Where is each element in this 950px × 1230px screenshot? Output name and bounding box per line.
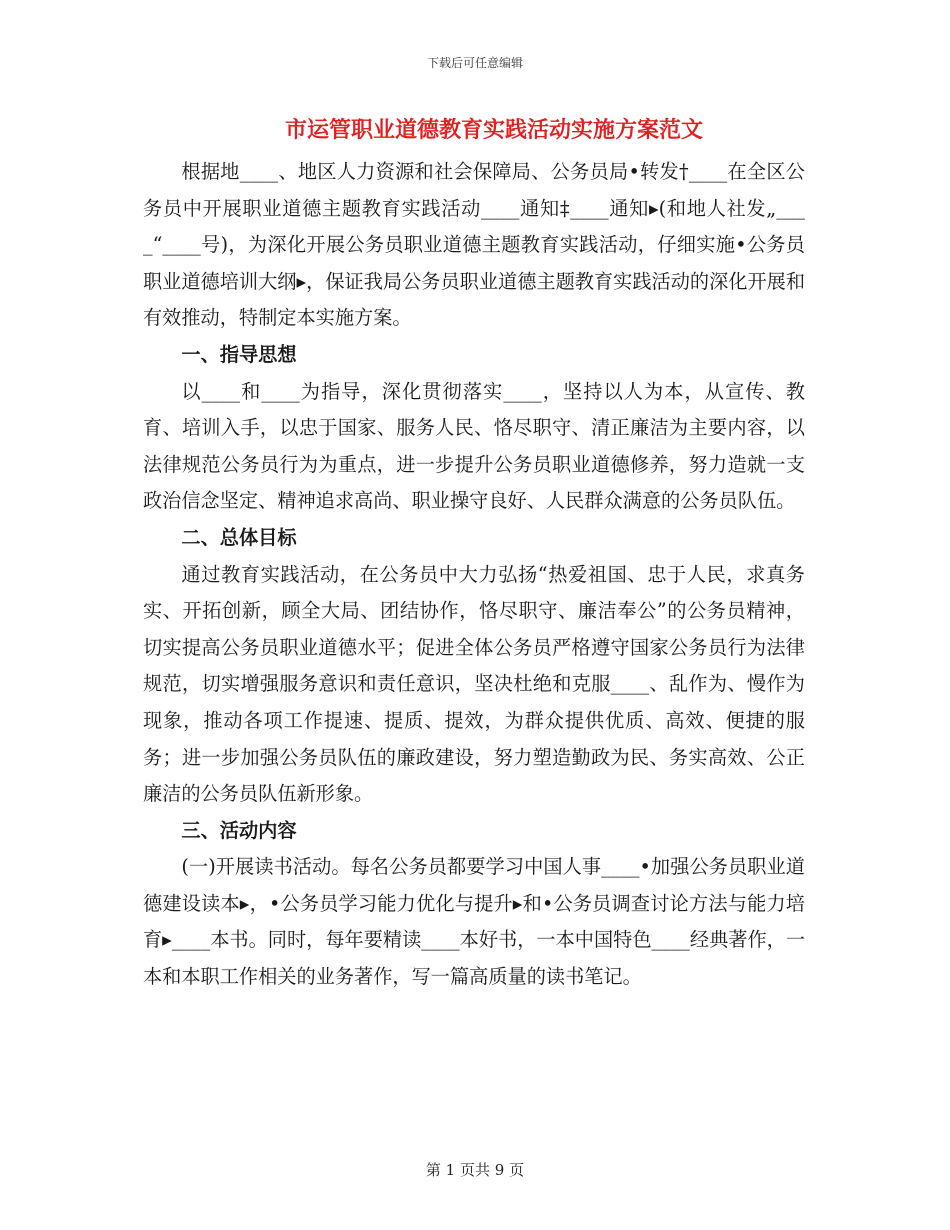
section-body-guiding-ideology: 以____和____为指导，深化贯彻落实____，坚持以人为本，从宣传、教育、培训入手，以忠于国家、服务人民、恪尽职守、清正廉洁为主要内容，以法律规范公务员行为为重点，进一步提升公务员职业道德修养，努力造就一支政治信念坚定、精神追求高尚、职业操守良好、人民群众满意的公务员队伍。 <box>143 379 805 513</box>
section-body-overall-goal: 通过教育实践活动，在公务员中大力弘扬“热爱祖国、忠于人民，求真务实、开拓创新，顾全大局、团结协作，恪尽职守、廉洁奉公”的公务员精神，切实提高公务员职业道德水平；促进全体公务员严格遵守国家公务员行为法律规范，切实增强服务意识和责任意识，坚决杜绝和克服____、乱作为、慢作为现象，推动各项工作提速、提质、提效，为群众提供优质、高效、便捷的服务；进一步加强公务员队伍的廉政建设，努力塑造勤政为民、务实高效、公正廉洁的公务员队伍新形象。 <box>143 562 805 806</box>
section-heading-guiding-ideology: 一、指导思想 <box>181 342 297 366</box>
page-header: 下载后可任意编辑 <box>426 56 523 70</box>
document-title: 市运管职业道德教育实践活动实施方案范文 <box>284 117 703 143</box>
section-body-activity-content: (一)开展读书活动。每名公务员都要学习中国人事____•加强公务员职业道德建设读本▸，•公务员学习能力优化与提升▸和•公务员调查讨论方法与能力培育▸____本书。同时，每年要精读____本好书，一本中国特色____经典著作，一本和本职工作相关的业务著作，写一篇高质量的读书笔记。 <box>143 855 806 989</box>
page-number: 第 1 页共 9 页 <box>425 1161 525 1179</box>
document-body <box>143 108 805 996</box>
section-heading-overall-goal: 二、总体目标 <box>181 525 297 549</box>
intro-paragraph: 根据地____、地区人力资源和社会保障局、公务员局•转发†____在全区公务员中开展职业道德主题教育实践活动____通知‡____通知▸(和地人社发„____“____号)，为深化开展公务员职业道德主题教育实践活动，仔细实施•公务员职业道德培训大纲▸，保证我局公务员职业道德主题教育实践活动的深化开展和有效推动，特制定本实施方案。 <box>143 160 806 330</box>
section-heading-activity-content: 三、活动内容 <box>181 818 297 842</box>
